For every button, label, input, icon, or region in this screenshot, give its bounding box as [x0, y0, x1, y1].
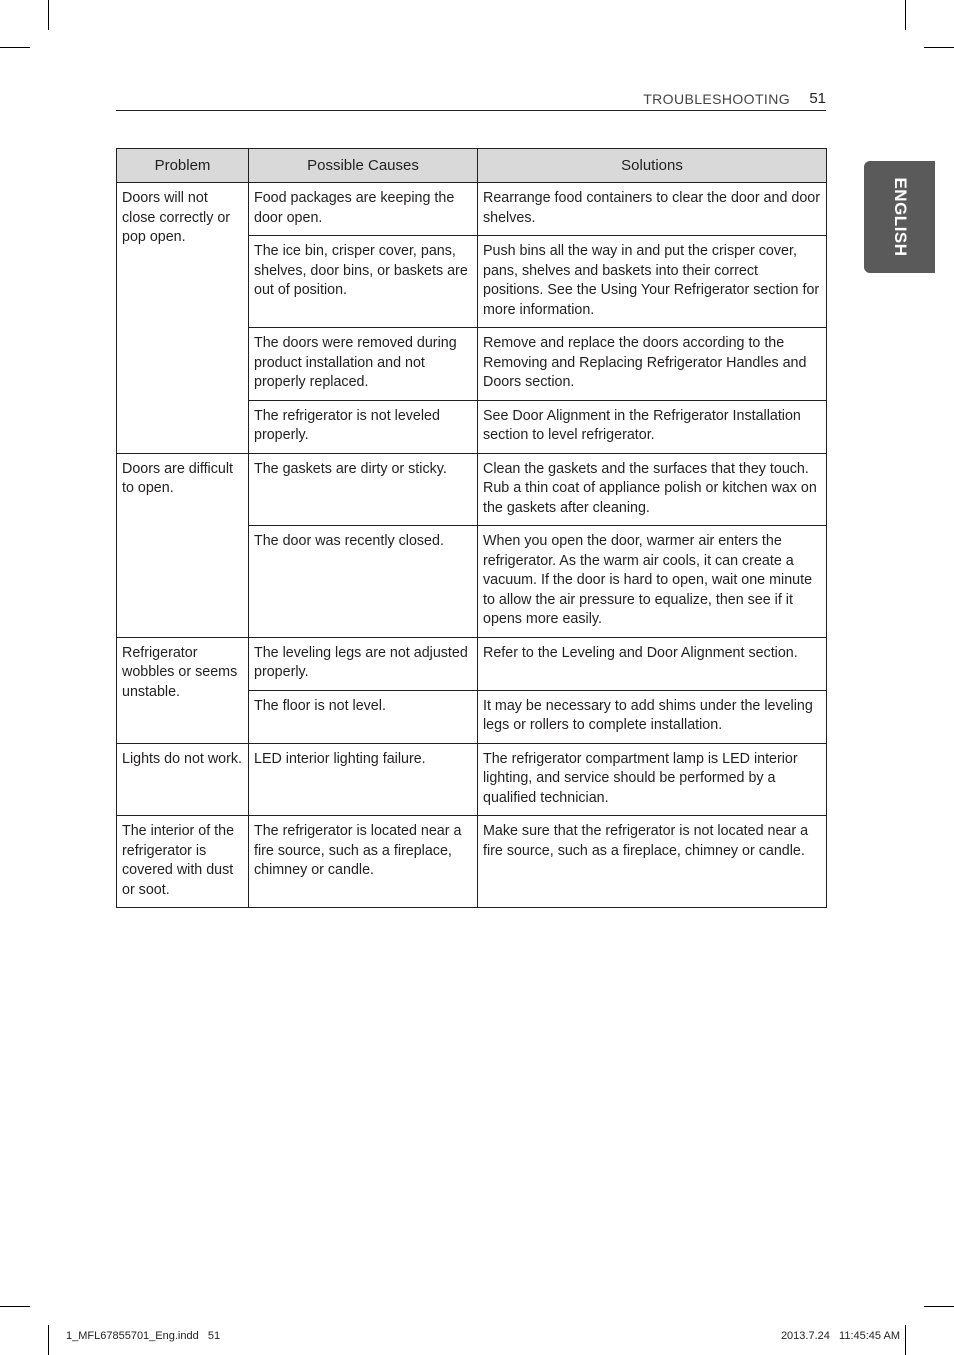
problem-cell: The interior of the refrigerator is covered with dust or soot.	[117, 816, 249, 908]
footer-file: 1_MFL67855701_Eng.indd 51	[66, 1330, 221, 1342]
crop-mark	[0, 1306, 30, 1307]
solution-cell: Clean the gaskets and the surfaces that they touch. Rub a thin coat of appliance polish or kitchen wax on the gaskets after cleaning.	[478, 453, 827, 526]
cause-cell: The ice bin, crisper cover, pans, shelves, door bins, or baskets are out of position.	[249, 236, 478, 328]
table-row	[117, 816, 827, 908]
page-header	[116, 88, 826, 111]
problem-cell: Lights do not work.	[117, 743, 249, 816]
solution-cell: Rearrange food containers to clear the door and door shelves.	[478, 183, 827, 236]
solution-cell: When you open the door, warmer air enters the refrigerator. As the warm air cools, it can create a vacuum. If the door is hard to open, wait one minute to allow the air pressure to equalize, then see if it opens more easily.	[478, 526, 827, 638]
cause-cell: The gaskets are dirty or sticky.	[249, 453, 478, 526]
cause-cell: The refrigerator is located near a fire source, such as a fireplace, chimney or candle.	[249, 816, 478, 908]
crop-mark	[48, 1325, 49, 1355]
column-header-causes: Possible Causes	[249, 149, 478, 183]
solution-cell: It may be necessary to add shims under the leveling legs or rollers to complete installation.	[478, 690, 827, 743]
solution-cell: Remove and replace the doors according to the Removing and Replacing Refrigerator Handles and Doors section.	[478, 328, 827, 401]
cause-cell: The door was recently closed.	[249, 526, 478, 638]
problem-cell: Refrigerator wobbles or seems unstable.	[117, 637, 249, 743]
troubleshooting-table	[116, 148, 827, 908]
footer-timestamp: 2013.7.24 11:45:45 AM	[780, 1330, 900, 1342]
solution-cell: See Door Alignment in the Refrigerator Installation section to level refrigerator.	[478, 400, 827, 453]
table-header-row	[117, 149, 827, 183]
crop-mark	[905, 0, 906, 30]
crop-mark	[48, 0, 49, 30]
crop-mark	[924, 1306, 954, 1307]
cause-cell: Food packages are keeping the door open.	[249, 183, 478, 236]
table-row	[117, 453, 827, 526]
solution-cell: Push bins all the way in and put the crisper cover, pans, shelves and baskets into their correct positions. See the Using Your Refrigerator section for more information.	[478, 236, 827, 328]
table-body	[117, 183, 827, 908]
cause-cell: The leveling legs are not adjusted properly.	[249, 637, 478, 690]
solution-cell: Make sure that the refrigerator is not located near a fire source, such as a fireplace, chimney or candle.	[478, 816, 827, 908]
crop-mark	[0, 47, 30, 48]
column-header-solutions: Solutions	[478, 149, 827, 183]
problem-cell: Doors are difficult to open.	[117, 453, 249, 637]
cause-cell: LED interior lighting failure.	[249, 743, 478, 816]
solution-cell: Refer to the Leveling and Door Alignment section.	[478, 637, 827, 690]
cause-cell: The floor is not level.	[249, 690, 478, 743]
page-number: 51	[809, 90, 826, 107]
section-title: TROUBLESHOOTING	[643, 91, 790, 107]
table-row	[117, 743, 827, 816]
cause-cell: The refrigerator is not leveled properly.	[249, 400, 478, 453]
language-tab	[864, 161, 935, 273]
table-row	[117, 637, 827, 690]
language-tab-label: ENGLISH	[890, 177, 910, 257]
solution-cell: The refrigerator compartment lamp is LED interior lighting, and service should be performed by a qualified technician.	[478, 743, 827, 816]
table-row	[117, 183, 827, 236]
crop-mark	[924, 47, 954, 48]
column-header-problem: Problem	[117, 149, 249, 183]
problem-cell: Doors will not close correctly or pop open.	[117, 183, 249, 454]
crop-mark	[905, 1325, 906, 1355]
cause-cell: The doors were removed during product installation and not properly replaced.	[249, 328, 478, 401]
